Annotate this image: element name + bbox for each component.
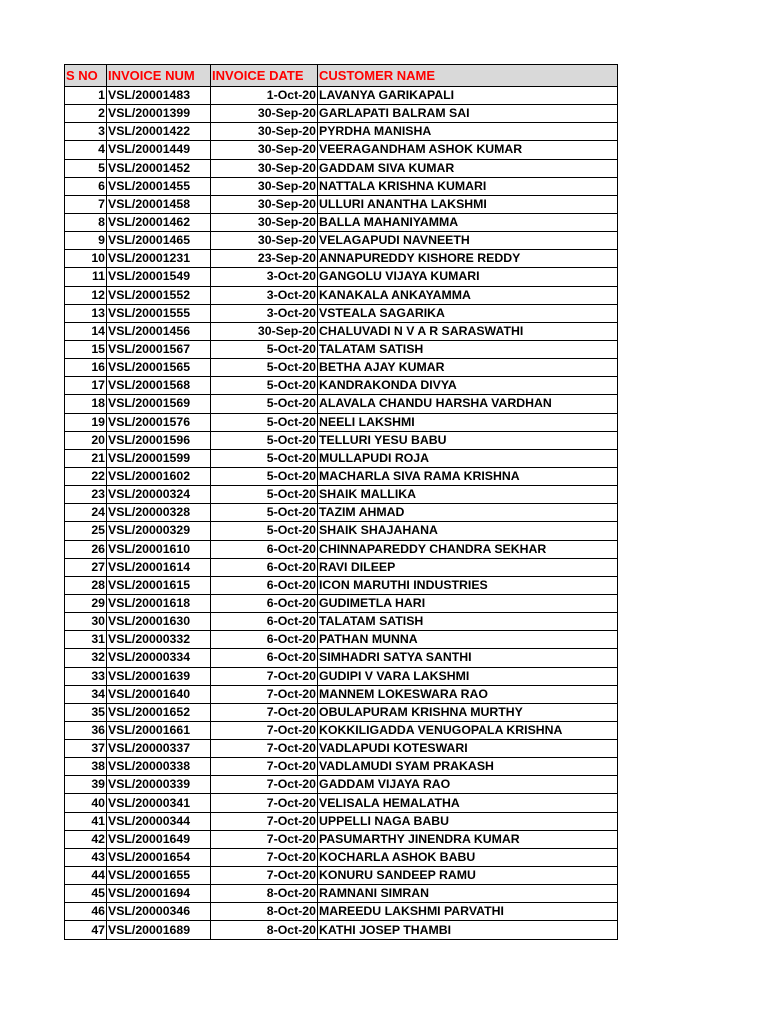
cell-sno: 9: [65, 232, 107, 250]
cell-sno: 18: [65, 395, 107, 413]
cell-sno: 10: [65, 250, 107, 268]
table-row: [65, 286, 618, 304]
cell-customer-name: CHINNAPAREDDY CHANDRA SEKHAR: [318, 540, 618, 558]
table-row: [65, 740, 618, 758]
table-header: [65, 65, 618, 87]
table-row: [65, 830, 618, 848]
cell-sno: 5: [65, 159, 107, 177]
cell-customer-name: ALAVALA CHANDU HARSHA VARDHAN: [318, 395, 618, 413]
table-row: [65, 141, 618, 159]
cell-invoice-num: VSL/20001640: [107, 685, 211, 703]
cell-invoice-num: VSL/20001649: [107, 830, 211, 848]
cell-invoice-date: 30-Sep-20: [211, 195, 318, 213]
table-row: [65, 685, 618, 703]
cell-invoice-date: 7-Oct-20: [211, 776, 318, 794]
cell-invoice-num: VSL/20001689: [107, 921, 211, 939]
table-row: [65, 105, 618, 123]
table-row: [65, 486, 618, 504]
cell-sno: 6: [65, 177, 107, 195]
header-invoice-num: INVOICE NUM: [107, 65, 211, 87]
cell-sno: 8: [65, 213, 107, 231]
cell-sno: 30: [65, 613, 107, 631]
table-row: [65, 431, 618, 449]
cell-customer-name: NATTALA KRISHNA KUMARI: [318, 177, 618, 195]
cell-invoice-date: 6-Oct-20: [211, 613, 318, 631]
cell-customer-name: TELLURI YESU BABU: [318, 431, 618, 449]
table-row: [65, 377, 618, 395]
cell-sno: 26: [65, 540, 107, 558]
cell-customer-name: BETHA AJAY KUMAR: [318, 359, 618, 377]
cell-sno: 29: [65, 594, 107, 612]
cell-customer-name: TALATAM SATISH: [318, 613, 618, 631]
cell-invoice-date: 7-Oct-20: [211, 867, 318, 885]
table-row: [65, 885, 618, 903]
table-row: [65, 812, 618, 830]
cell-invoice-date: 5-Oct-20: [211, 431, 318, 449]
cell-invoice-date: 5-Oct-20: [211, 377, 318, 395]
cell-customer-name: RAMNANI SIMRAN: [318, 885, 618, 903]
cell-invoice-num: VSL/20001449: [107, 141, 211, 159]
cell-invoice-num: VSL/20001596: [107, 431, 211, 449]
cell-sno: 21: [65, 449, 107, 467]
cell-sno: 20: [65, 431, 107, 449]
cell-invoice-date: 7-Oct-20: [211, 667, 318, 685]
cell-invoice-date: 30-Sep-20: [211, 159, 318, 177]
cell-invoice-date: 3-Oct-20: [211, 286, 318, 304]
cell-customer-name: KANDRAKONDA DIVYA: [318, 377, 618, 395]
cell-invoice-num: VSL/20001483: [107, 87, 211, 105]
cell-invoice-num: VSL/20001231: [107, 250, 211, 268]
cell-invoice-date: 7-Oct-20: [211, 740, 318, 758]
cell-sno: 45: [65, 885, 107, 903]
cell-invoice-date: 5-Oct-20: [211, 395, 318, 413]
cell-invoice-num: VSL/20001639: [107, 667, 211, 685]
cell-customer-name: VEERAGANDHAM ASHOK KUMAR: [318, 141, 618, 159]
cell-invoice-date: 5-Oct-20: [211, 504, 318, 522]
cell-invoice-date: 6-Oct-20: [211, 576, 318, 594]
cell-invoice-date: 6-Oct-20: [211, 558, 318, 576]
table-row: [65, 322, 618, 340]
cell-invoice-num: VSL/20001661: [107, 721, 211, 739]
cell-sno: 47: [65, 921, 107, 939]
table-row: [65, 631, 618, 649]
cell-invoice-date: 7-Oct-20: [211, 758, 318, 776]
cell-invoice-date: 5-Oct-20: [211, 467, 318, 485]
table-row: [65, 395, 618, 413]
table-row: [65, 177, 618, 195]
header-customer-name: CUSTOMER NAME: [318, 65, 618, 87]
cell-customer-name: PASUMARTHY JINENDRA KUMAR: [318, 830, 618, 848]
cell-sno: 39: [65, 776, 107, 794]
cell-invoice-num: VSL/20001456: [107, 322, 211, 340]
cell-sno: 34: [65, 685, 107, 703]
cell-invoice-num: VSL/20001654: [107, 848, 211, 866]
cell-customer-name: SHAIK MALLIKA: [318, 486, 618, 504]
cell-invoice-date: 1-Oct-20: [211, 87, 318, 105]
cell-invoice-num: VSL/20000341: [107, 794, 211, 812]
cell-invoice-date: 7-Oct-20: [211, 703, 318, 721]
cell-invoice-num: VSL/20001618: [107, 594, 211, 612]
cell-invoice-date: 7-Oct-20: [211, 721, 318, 739]
table-row: [65, 613, 618, 631]
table-row: [65, 340, 618, 358]
cell-invoice-num: VSL/20000324: [107, 486, 211, 504]
invoice-table: [64, 64, 618, 940]
cell-invoice-date: 30-Sep-20: [211, 141, 318, 159]
cell-invoice-num: VSL/20001565: [107, 359, 211, 377]
cell-invoice-num: VSL/20001576: [107, 413, 211, 431]
cell-sno: 31: [65, 631, 107, 649]
cell-customer-name: MANNEM LOKESWARA RAO: [318, 685, 618, 703]
cell-sno: 14: [65, 322, 107, 340]
cell-sno: 28: [65, 576, 107, 594]
cell-invoice-date: 7-Oct-20: [211, 848, 318, 866]
cell-invoice-date: 30-Sep-20: [211, 105, 318, 123]
cell-invoice-num: VSL/20000339: [107, 776, 211, 794]
cell-invoice-date: 7-Oct-20: [211, 685, 318, 703]
table-row: [65, 467, 618, 485]
cell-customer-name: VELAGAPUDI NAVNEETH: [318, 232, 618, 250]
cell-invoice-date: 6-Oct-20: [211, 594, 318, 612]
cell-customer-name: ULLURI ANANTHA LAKSHMI: [318, 195, 618, 213]
cell-invoice-date: 5-Oct-20: [211, 486, 318, 504]
cell-customer-name: ANNAPUREDDY KISHORE REDDY: [318, 250, 618, 268]
cell-invoice-date: 6-Oct-20: [211, 540, 318, 558]
cell-invoice-num: VSL/20000332: [107, 631, 211, 649]
cell-invoice-num: VSL/20001655: [107, 867, 211, 885]
cell-invoice-num: VSL/20000338: [107, 758, 211, 776]
cell-customer-name: NEELI LAKSHMI: [318, 413, 618, 431]
cell-customer-name: VELISALA HEMALATHA: [318, 794, 618, 812]
table-row: [65, 558, 618, 576]
cell-customer-name: GUDIPI V VARA LAKSHMI: [318, 667, 618, 685]
cell-invoice-date: 5-Oct-20: [211, 413, 318, 431]
cell-sno: 22: [65, 467, 107, 485]
cell-invoice-date: 30-Sep-20: [211, 322, 318, 340]
cell-customer-name: TALATAM SATISH: [318, 340, 618, 358]
cell-customer-name: KANAKALA ANKAYAMMA: [318, 286, 618, 304]
cell-invoice-num: VSL/20001599: [107, 449, 211, 467]
table-row: [65, 721, 618, 739]
cell-sno: 37: [65, 740, 107, 758]
table-row: [65, 159, 618, 177]
cell-sno: 3: [65, 123, 107, 141]
cell-customer-name: GADDAM SIVA KUMAR: [318, 159, 618, 177]
cell-sno: 11: [65, 268, 107, 286]
cell-sno: 24: [65, 504, 107, 522]
cell-sno: 15: [65, 340, 107, 358]
cell-sno: 36: [65, 721, 107, 739]
cell-invoice-num: VSL/20001630: [107, 613, 211, 631]
cell-invoice-date: 30-Sep-20: [211, 123, 318, 141]
cell-invoice-date: 7-Oct-20: [211, 812, 318, 830]
cell-sno: 1: [65, 87, 107, 105]
cell-customer-name: KONURU SANDEEP RAMU: [318, 867, 618, 885]
cell-invoice-num: VSL/20001610: [107, 540, 211, 558]
table-row: [65, 649, 618, 667]
table-row: [65, 449, 618, 467]
table-row: [65, 304, 618, 322]
cell-invoice-num: VSL/20001569: [107, 395, 211, 413]
cell-invoice-num: VSL/20001452: [107, 159, 211, 177]
table-row: [65, 921, 618, 939]
cell-sno: 27: [65, 558, 107, 576]
cell-sno: 2: [65, 105, 107, 123]
table-row: [65, 359, 618, 377]
cell-invoice-date: 7-Oct-20: [211, 794, 318, 812]
table-row: [65, 594, 618, 612]
cell-sno: 33: [65, 667, 107, 685]
header-sno: S NO: [65, 65, 107, 87]
cell-customer-name: GADDAM VIJAYA RAO: [318, 776, 618, 794]
cell-invoice-num: VSL/20000344: [107, 812, 211, 830]
table-row: [65, 87, 618, 105]
cell-customer-name: VADLAPUDI KOTESWARI: [318, 740, 618, 758]
cell-invoice-num: VSL/20000337: [107, 740, 211, 758]
cell-invoice-date: 3-Oct-20: [211, 268, 318, 286]
cell-customer-name: KOKKILIGADDA VENUGOPALA KRISHNA: [318, 721, 618, 739]
table-row: [65, 195, 618, 213]
cell-invoice-date: 23-Sep-20: [211, 250, 318, 268]
cell-invoice-num: VSL/20001614: [107, 558, 211, 576]
table-row: [65, 268, 618, 286]
cell-customer-name: RAVI DILEEP: [318, 558, 618, 576]
cell-sno: 40: [65, 794, 107, 812]
cell-invoice-date: 30-Sep-20: [211, 177, 318, 195]
header-invoice-date: INVOICE DATE: [211, 65, 318, 87]
table-row: [65, 576, 618, 594]
cell-invoice-num: VSL/20000334: [107, 649, 211, 667]
cell-invoice-date: 30-Sep-20: [211, 232, 318, 250]
cell-invoice-num: VSL/20001602: [107, 467, 211, 485]
cell-invoice-date: 5-Oct-20: [211, 340, 318, 358]
cell-customer-name: PYRDHA MANISHA: [318, 123, 618, 141]
cell-invoice-num: VSL/20001552: [107, 286, 211, 304]
cell-sno: 13: [65, 304, 107, 322]
cell-customer-name: VSTEALA SAGARIKA: [318, 304, 618, 322]
cell-customer-name: CHALUVADI N V A R SARASWATHI: [318, 322, 618, 340]
cell-customer-name: UPPELLI NAGA BABU: [318, 812, 618, 830]
table-row: [65, 413, 618, 431]
cell-customer-name: PATHAN MUNNA: [318, 631, 618, 649]
cell-customer-name: MAREEDU LAKSHMI PARVATHI: [318, 903, 618, 921]
cell-customer-name: ICON MARUTHI INDUSTRIES: [318, 576, 618, 594]
cell-invoice-date: 5-Oct-20: [211, 359, 318, 377]
table-row: [65, 123, 618, 141]
cell-customer-name: GANGOLU VIJAYA KUMARI: [318, 268, 618, 286]
cell-invoice-num: VSL/20001462: [107, 213, 211, 231]
cell-invoice-num: VSL/20001555: [107, 304, 211, 322]
cell-sno: 16: [65, 359, 107, 377]
table-body: [65, 87, 618, 940]
cell-invoice-num: VSL/20001615: [107, 576, 211, 594]
cell-invoice-num: VSL/20001652: [107, 703, 211, 721]
cell-sno: 38: [65, 758, 107, 776]
cell-invoice-date: 8-Oct-20: [211, 885, 318, 903]
cell-invoice-num: VSL/20001567: [107, 340, 211, 358]
cell-invoice-num: VSL/20001399: [107, 105, 211, 123]
table-row: [65, 848, 618, 866]
cell-invoice-date: 3-Oct-20: [211, 304, 318, 322]
cell-sno: 43: [65, 848, 107, 866]
table-row: [65, 703, 618, 721]
cell-sno: 41: [65, 812, 107, 830]
table-row: [65, 250, 618, 268]
table-row: [65, 504, 618, 522]
cell-customer-name: TAZIM AHMAD: [318, 504, 618, 522]
cell-customer-name: VADLAMUDI SYAM PRAKASH: [318, 758, 618, 776]
cell-sno: 23: [65, 486, 107, 504]
table-row: [65, 794, 618, 812]
cell-sno: 46: [65, 903, 107, 921]
cell-invoice-date: 7-Oct-20: [211, 830, 318, 848]
header-row: [65, 65, 618, 87]
cell-invoice-num: VSL/20001694: [107, 885, 211, 903]
table-row: [65, 667, 618, 685]
cell-invoice-date: 6-Oct-20: [211, 649, 318, 667]
cell-sno: 35: [65, 703, 107, 721]
cell-invoice-num: VSL/20001568: [107, 377, 211, 395]
table-row: [65, 867, 618, 885]
cell-customer-name: SHAIK SHAJAHANA: [318, 522, 618, 540]
cell-customer-name: KOCHARLA ASHOK BABU: [318, 848, 618, 866]
cell-sno: 19: [65, 413, 107, 431]
cell-invoice-date: 6-Oct-20: [211, 631, 318, 649]
cell-invoice-num: VSL/20001549: [107, 268, 211, 286]
table-row: [65, 903, 618, 921]
cell-invoice-date: 5-Oct-20: [211, 522, 318, 540]
cell-customer-name: BALLA MAHANIYAMMA: [318, 213, 618, 231]
cell-customer-name: SIMHADRI SATYA SANTHI: [318, 649, 618, 667]
table-row: [65, 540, 618, 558]
cell-customer-name: OBULAPURAM KRISHNA MURTHY: [318, 703, 618, 721]
cell-invoice-num: VSL/20001458: [107, 195, 211, 213]
cell-customer-name: MACHARLA SIVA RAMA KRISHNA: [318, 467, 618, 485]
cell-invoice-num: VSL/20000329: [107, 522, 211, 540]
cell-customer-name: GARLAPATI BALRAM SAI: [318, 105, 618, 123]
cell-invoice-num: VSL/20001422: [107, 123, 211, 141]
cell-sno: 42: [65, 830, 107, 848]
cell-sno: 4: [65, 141, 107, 159]
cell-invoice-num: VSL/20001455: [107, 177, 211, 195]
cell-sno: 44: [65, 867, 107, 885]
table-row: [65, 232, 618, 250]
cell-customer-name: GUDIMETLA HARI: [318, 594, 618, 612]
cell-invoice-num: VSL/20000328: [107, 504, 211, 522]
cell-sno: 12: [65, 286, 107, 304]
table-row: [65, 758, 618, 776]
cell-sno: 25: [65, 522, 107, 540]
cell-sno: 17: [65, 377, 107, 395]
cell-sno: 7: [65, 195, 107, 213]
cell-customer-name: KATHI JOSEP THAMBI: [318, 921, 618, 939]
cell-sno: 32: [65, 649, 107, 667]
table-row: [65, 776, 618, 794]
cell-invoice-date: 8-Oct-20: [211, 903, 318, 921]
table-row: [65, 213, 618, 231]
cell-invoice-date: 5-Oct-20: [211, 449, 318, 467]
cell-invoice-num: VSL/20000346: [107, 903, 211, 921]
cell-invoice-date: 8-Oct-20: [211, 921, 318, 939]
cell-customer-name: MULLAPUDI ROJA: [318, 449, 618, 467]
table-row: [65, 522, 618, 540]
cell-invoice-num: VSL/20001465: [107, 232, 211, 250]
cell-customer-name: LAVANYA GARIKAPALI: [318, 87, 618, 105]
cell-invoice-date: 30-Sep-20: [211, 213, 318, 231]
